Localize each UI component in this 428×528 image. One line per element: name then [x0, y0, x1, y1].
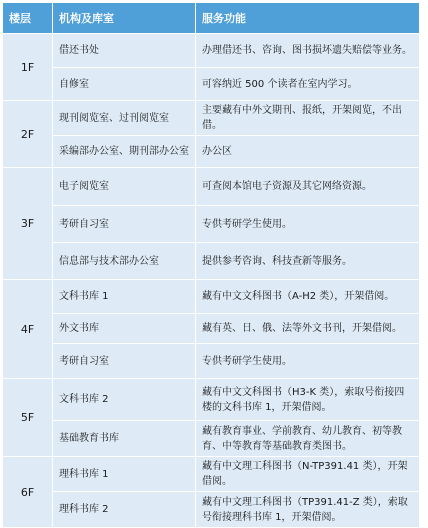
library-floor-table [2, 2, 420, 528]
table-row [3, 243, 420, 280]
table-row [3, 136, 420, 168]
org-cell: 电子阅览室 [53, 168, 196, 206]
service-cell: 可容纳近 500 个读者在室内学习。 [196, 68, 420, 101]
service-cell: 专供考研学生使用。 [196, 206, 420, 243]
org-cell: 信息部与技术部办公室 [53, 243, 196, 280]
table-row [3, 421, 420, 457]
service-cell: 专供考研学生使用。 [196, 344, 420, 379]
header-org: 机构及库室 [53, 3, 196, 34]
service-cell: 藏有中文文科图书（A-H2 类），开架借阅。 [196, 280, 420, 314]
org-cell: 采编部办公室、期刊部办公室 [53, 136, 196, 168]
floor-cell: 2F [3, 101, 53, 168]
table-row [3, 379, 420, 421]
org-cell: 考研自习室 [53, 344, 196, 379]
table-header-row [3, 3, 420, 34]
org-cell: 现刊阅览室、过刊阅览室 [53, 101, 196, 136]
org-cell: 文科书库 1 [53, 280, 196, 314]
service-cell: 可查阅本馆电子资源及其它网络资源。 [196, 168, 420, 206]
service-cell: 藏有中文文科图书（H3-K 类），索取号衔接四楼的文科书库 1，开架借阅。 [196, 379, 420, 421]
org-cell: 借还书处 [53, 34, 196, 68]
table-row [3, 168, 420, 206]
table-row [3, 457, 420, 492]
table-row [3, 68, 420, 101]
org-cell: 文科书库 2 [53, 379, 196, 421]
org-cell: 理科书库 2 [53, 492, 196, 528]
header-service: 服务功能 [196, 3, 420, 34]
table-row [3, 344, 420, 379]
org-cell: 外文书库 [53, 314, 196, 344]
table-row [3, 280, 420, 314]
floor-cell: 4F [3, 280, 53, 379]
service-cell: 办公区 [196, 136, 420, 168]
header-floor: 楼层 [3, 3, 53, 34]
service-cell: 藏有中文理工科图书（N-TP391.41 类），开架借阅。 [196, 457, 420, 492]
floor-cell: 6F [3, 457, 53, 528]
org-cell: 考研自习室 [53, 206, 196, 243]
org-cell: 自修室 [53, 68, 196, 101]
table-row [3, 101, 420, 136]
floor-cell: 5F [3, 379, 53, 457]
floor-cell: 3F [3, 168, 53, 280]
org-cell: 理科书库 1 [53, 457, 196, 492]
service-cell: 藏有英、日、俄、法等外文书刊，开架借阅。 [196, 314, 420, 344]
service-cell: 主要藏有中外文期刊、报纸，开架阅览，不出借。 [196, 101, 420, 136]
table-row [3, 314, 420, 344]
service-cell: 办理借还书、咨询、图书损坏遗失赔偿等业务。 [196, 34, 420, 68]
service-cell: 藏有中文理工科图书（TP391.41-Z 类），索取号衔接理科书库 1，开架借阅。 [196, 492, 420, 528]
table-row [3, 492, 420, 528]
floor-cell: 1F [3, 34, 53, 101]
org-cell: 基础教育书库 [53, 421, 196, 457]
table-row [3, 34, 420, 68]
table-row [3, 206, 420, 243]
service-cell: 藏有教育事业、学前教育、幼儿教育、初等教育、中等教育等基础教育类图书。 [196, 421, 420, 457]
service-cell: 提供参考咨询、科技查新等服务。 [196, 243, 420, 280]
